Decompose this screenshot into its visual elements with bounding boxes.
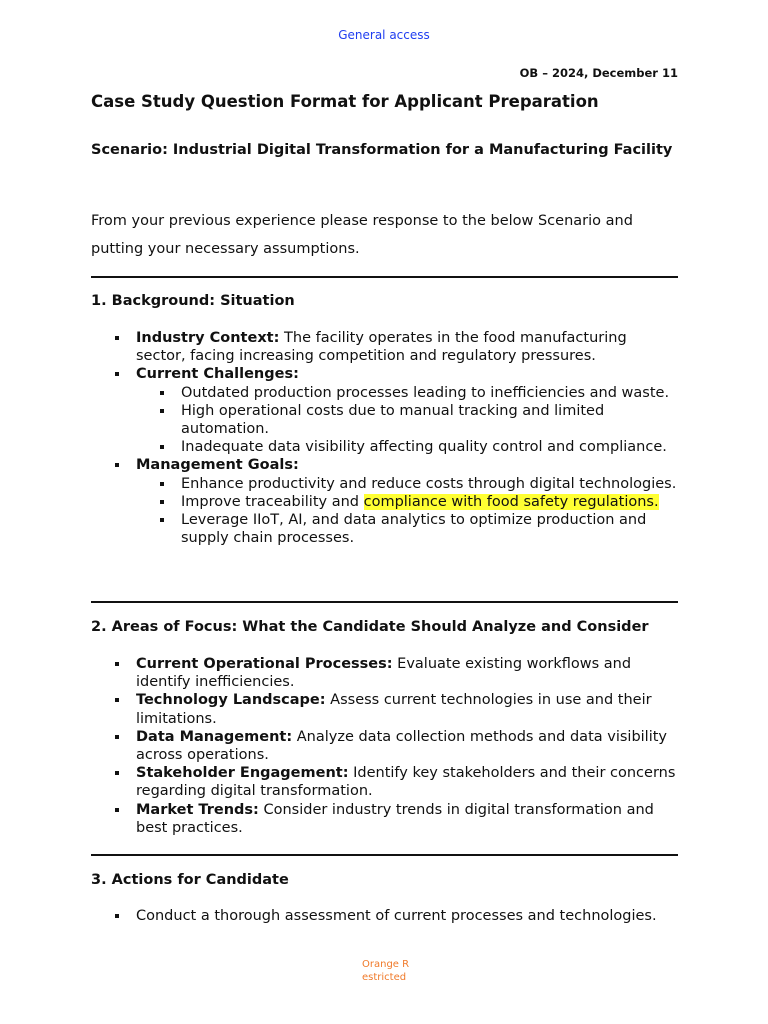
goal-item: Enhance productivity and reduce costs through digital technologies. [136,475,678,493]
focus-area-item [91,655,678,691]
goals-sub-list [136,475,678,548]
section-3-heading: 3. Actions for Candidate [91,872,289,888]
industry-context-text: The facility operates in the food manufacturing sector, facing increasing competition and regulatory pressures. [136,330,627,365]
intro-paragraph: From your previous experience please response to the below Scenario and putting your necessary assumptions. [91,213,633,257]
section-divider [91,854,678,856]
section-divider [91,601,678,603]
section-2-list [91,655,678,837]
focus-area-item [91,801,678,837]
section-1-list [91,329,678,547]
goal-item: Leverage IIoT, AI, and data analytics to optimize production and supply chain processes. [136,511,678,547]
section-divider [91,276,678,278]
challenge-item: High operational costs due to manual tracking and limited automation. [136,402,678,438]
focus-area-text: Evaluate existing workflows and identify inefficiencies. [136,656,632,691]
list-item-management-goals [91,456,678,547]
classification-header: General access [338,28,430,42]
industry-context-label: Industry Context: [136,330,280,346]
focus-area-label: Stakeholder Engagement: [136,765,349,782]
goal-item-traceability [136,493,678,511]
highlighted-text: compliance with food safety regulations. [363,493,659,510]
section-3-list [91,907,678,925]
section-2-heading: 2. Areas of Focus: What the Candidate Should Analyze and Consider [91,619,649,635]
classification-footer: Orange Restricted [362,959,410,983]
focus-area-label: Technology Landscape: [136,692,326,709]
focus-area-label: Current Operational Processes: [136,656,393,672]
challenge-item: Outdated production processes leading to inefficiencies and waste. [136,384,678,402]
current-challenges-label: Current Challenges: [136,366,299,383]
focus-area-text: Assess current technologies in use and their limitations. [136,692,652,727]
section-1-heading: 1. Background: Situation [91,293,295,309]
focus-area-item [91,764,678,800]
goal-item-text: Improve traceability and [181,493,364,510]
challenges-sub-list [136,384,678,457]
document-title: Case Study Question Format for Applicant Preparation [91,92,599,111]
focus-area-text: Identify key stakeholders and their concerns regarding digital transformation. [136,765,676,800]
list-item-current-challenges [91,365,678,456]
focus-area-label: Data Management: [136,728,293,745]
list-item-industry-context [91,329,678,365]
scenario-heading: Scenario: Industrial Digital Transformation for a Manufacturing Facility [91,142,673,158]
focus-area-text: Analyze data collection methods and data visibility across operations. [136,728,667,764]
focus-area-item [91,691,678,727]
focus-area-label: Market Trends: [136,801,259,818]
document-reference-date: OB – 2024, December 11 [519,66,678,80]
action-item: Conduct a thorough assessment of current processes and technologies. [91,907,678,925]
challenge-item: Inadequate data visibility affecting quality control and compliance. [136,438,678,456]
focus-area-item [91,728,678,764]
focus-area-text: Consider industry trends in digital transformation and best practices. [136,801,654,836]
management-goals-label: Management Goals: [136,457,299,474]
